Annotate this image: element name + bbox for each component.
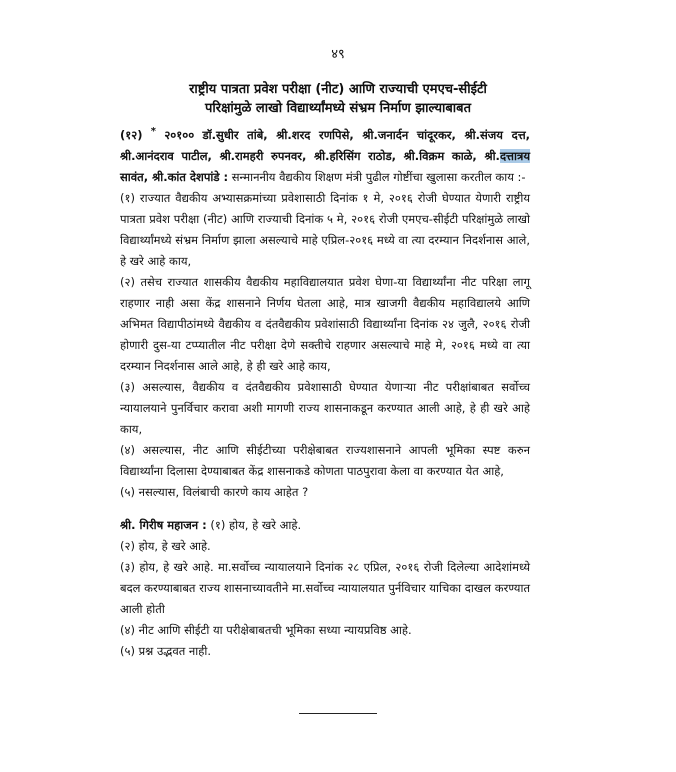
page-number: ४९ <box>331 47 345 62</box>
highlighted-member-name: दत्तात्रय <box>499 149 530 163</box>
starred-question-mark: * <box>150 126 157 138</box>
question-intro: सन्माननीय वैद्यकीय शिक्षण मंत्री पुढील गोष्टींचा खुलासा करतील काय :- <box>228 170 526 184</box>
question-part: (४) असल्यास, नीट आणि सीईटीच्या परीक्षेबाबत राज्यशासनाने आपली भूमिका स्पष्ट करुन विद्यार्थ्यांना दिलासा देण्याबाबत केंद्र शासनाकडे कोणता पाठपुरावा केला वा करण्यात येत आहे, <box>120 443 530 478</box>
question-answer-body <box>120 125 530 662</box>
answer-part: (१) होय, हे खरे आहे. <box>206 518 302 532</box>
answer-speaker: श्री. गिरीष महाजन : <box>120 518 207 532</box>
question-part: (५) नसल्यास, विलंबाची कारणे काय आहेत ? <box>120 485 309 499</box>
question-title <box>60 80 616 118</box>
section-gap <box>120 503 530 515</box>
question-part: (१) राज्यात वैद्यकीय अभ्यासक्रमांच्या प्रवेशासाठी दिनांक १ मे, २०१६ रोजी घेण्यात येणारी राष्ट्रीय पात्रता प्रवेश परीक्षा (नीट) आणि राज्याची दिनांक ५ मे, २०१६ रोजी एमएच-सीईटी परिक्षांमुळे लाखो विद्यार्थ्यांमध्ये संभ्रम निर्माण झाला असल्याचे माहे एप्रिल-२०१६ मध्ये वा त्या दरम्यान निदर्शनास आले, हे खरे आहे काय, <box>120 191 530 268</box>
answer-part: (३) होय, हे खरे आहे. मा.सर्वोच्च न्यायालयाने दिनांक २८ एप्रिल, २०१६ रोजी दिलेल्या आदेशांमध्ये बदल करण्याबाबत राज्य शासनाच्यावतीने मा.सर्वोच्च न्यायालयात पुर्नविचार याचिका दाखल करण्यात आली होती <box>120 560 530 616</box>
question-header <box>120 125 530 188</box>
title-line-2: परिक्षांमुळे लाखो विद्यार्थ्यांमध्ये संभ्रम निर्माण झाल्याबाबत <box>205 101 471 116</box>
answer-part: (२) होय, हे खरे आहे. <box>120 539 211 553</box>
answer-part: (५) प्रश्न उद्भवत नाही. <box>120 644 212 658</box>
question-number: (१२) <box>120 128 143 142</box>
question-members: डॉ.सुधीर तांबे, श्री.शरद रणपिसे, श्री.जनार्दन चांदूरकर, श्री.संजय दत्त, श्री.आनंदराव पाटील, श्री.रामहरी रुपनवर, श्री.हरिसिंग राठोड, श्री.विक्रम काळे, श्री. <box>120 128 531 163</box>
question-members-rest: सावंत, श्री.कांत देशपांडे : <box>120 170 229 184</box>
end-divider <box>299 713 377 714</box>
answer-part: (४) नीट आणि सीईटी या परीक्षेबाबतची भूमिका सध्या न्यायप्रविष्ठ आहे. <box>120 623 412 637</box>
title-line-1: राष्ट्रीय पात्रता प्रवेश परीक्षा (नीट) आणि राज्याची एमएच-सीईटी <box>189 82 487 97</box>
answer-header <box>120 515 530 536</box>
question-part: (२) तसेच राज्यात शासकीय वैद्यकीय महाविद्यालयात प्रवेश घेणा-या विद्यार्थ्यांना नीट परिक्षा लागू राहणार नाही असा केंद्र शासनाने निर्णय घेतला आहे, मात्र खाजगी वैद्यकीय महाविद्यालये आणि अभिमत विद्यापीठांमध्ये वैद्यकीय व दंतवैद्यकीय प्रवेशांसाठी विद्यार्थ्यांना दिनांक २४ जुलै, २०१६ रोजी होणारी दुस-या टप्प्यातील नीट परीक्षा देणे सक्तीचे राहणार असल्याचे माहे मे, २०१६ मध्ये वा त्या दरम्यान निदर्शनास आले आहे, हे ही खरे आहे काय, <box>120 275 530 373</box>
question-reference: २०१०० <box>164 128 195 142</box>
question-part: (३) असल्यास, वैद्यकीय व दंतवैद्यकीय प्रवेशासाठी घेण्यात येणाऱ्या नीट परीक्षांबाबत सर्वोच्च न्यायालयाने पुनर्विचार करावा अशी मागणी राज्य शासनाकडून करण्यात आली आहे, हे ही खरे आहे काय, <box>120 380 530 436</box>
